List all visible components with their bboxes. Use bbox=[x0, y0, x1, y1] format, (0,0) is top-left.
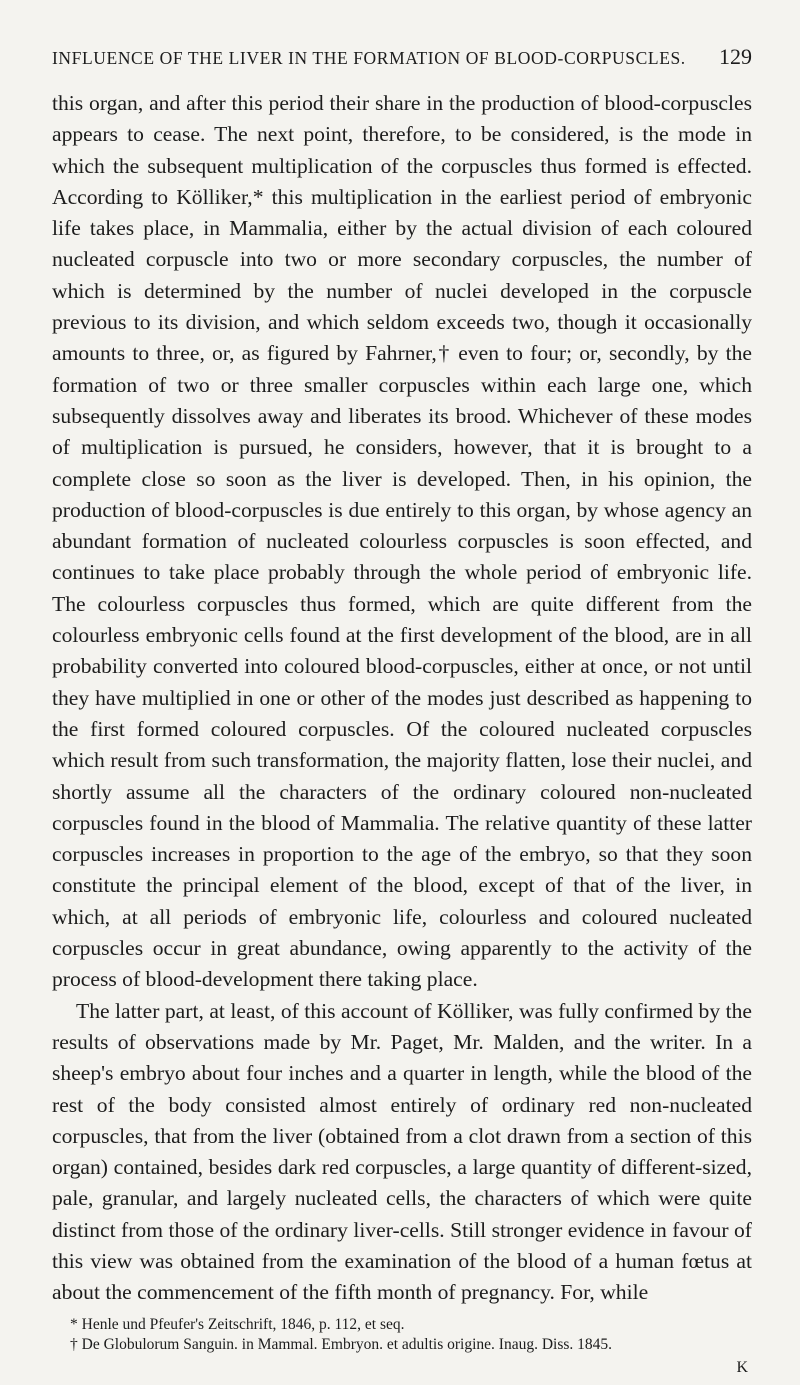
signature-mark: K bbox=[736, 1358, 748, 1376]
book-page bbox=[52, 44, 752, 1377]
running-title: INFLUENCE OF THE LIVER IN THE FORMATION OF BLOOD-CORPUSCLES. bbox=[52, 48, 686, 68]
page-number: 129 bbox=[719, 44, 752, 69]
footnotes bbox=[52, 1315, 752, 1355]
body-text bbox=[52, 88, 752, 1309]
paragraph-1: this organ, and after this period their share in the production of blood-corpuscles appears to cease. The next point, therefore, to be considered, is the mode in which the subsequent multiplication of the corpuscles thus formed is effected. According to Kölliker,* this multiplication in the earliest period of embryonic life takes place, in Mammalia, either by the actual division of each coloured nucleated corpuscle into two or more secondary corpuscles, the number of which is determined by the number of nuclei developed in the corpuscle previous to its division, and which seldom exceeds two, though it occasionally amounts to three, or, as figured by Fahrner,† even to four; or, secondly, by the formation of two or three smaller corpuscles within each large one, which subsequently dissolves away and liberates its brood. Whichever of these modes of multiplication is pursued, he considers, however, that it is brought to a complete close so soon as the liver is developed. Then, in his opinion, the production of blood-corpuscles is due entirely to this organ, by whose agency an abundant formation of nucleated colourless corpuscles is soon effected, and continues to take place probably through the whole period of embryonic life. The colourless corpuscles thus formed, which are quite different from the colourless embryonic cells found at the first development of the blood, are in all probability converted into coloured blood-corpuscles, either at once, or not until they have multiplied in one or other of the modes just described as happening to the first formed coloured corpuscles. Of the coloured nucleated corpuscles which result from such transformation, the majority flatten, lose their nuclei, and shortly assume all the characters of the ordinary coloured non-nucleated corpuscles found in the blood of Mammalia. The relative quantity of these latter corpuscles increases in proportion to the age of the embryo, so that they soon constitute the principal element of the blood, except of that of the liver, in which, at all periods of embryonic life, colourless and coloured nucleated corpuscles occur in great abundance, owing apparently to the activity of the process of blood-development there taking place. bbox=[52, 91, 752, 992]
footnote-1: * Henle und Pfeufer's Zeitschrift, 1846, p. 112, et seq. bbox=[70, 1315, 405, 1333]
running-header bbox=[52, 44, 752, 74]
paragraph-2: The latter part, at least, of this account of Kölliker, was fully confirmed by the results of observations made by Mr. Paget, Mr. Malden, and the writer. In a sheep's embryo about four inches and a quarter in length, while the blood of the rest of the body consisted almost entirely of ordinary red non-nucleated corpuscles, that from the liver (obtained from a clot drawn from a section of this organ) contained, besides dark red corpuscles, a large quantity of different-sized, pale, granular, and largely nucleated cells, the characters of which were quite distinct from those of the ordinary liver-cells. Still stronger evidence in favour of this view was obtained from the examination of the blood of a human fœtus at about the commencement of the fifth month of pregnancy. For, while bbox=[52, 998, 752, 1305]
footnote-2: † De Globulorum Sanguin. in Mammal. Embryon. et adultis origine. Inaug. Diss. 1845. bbox=[70, 1335, 613, 1353]
